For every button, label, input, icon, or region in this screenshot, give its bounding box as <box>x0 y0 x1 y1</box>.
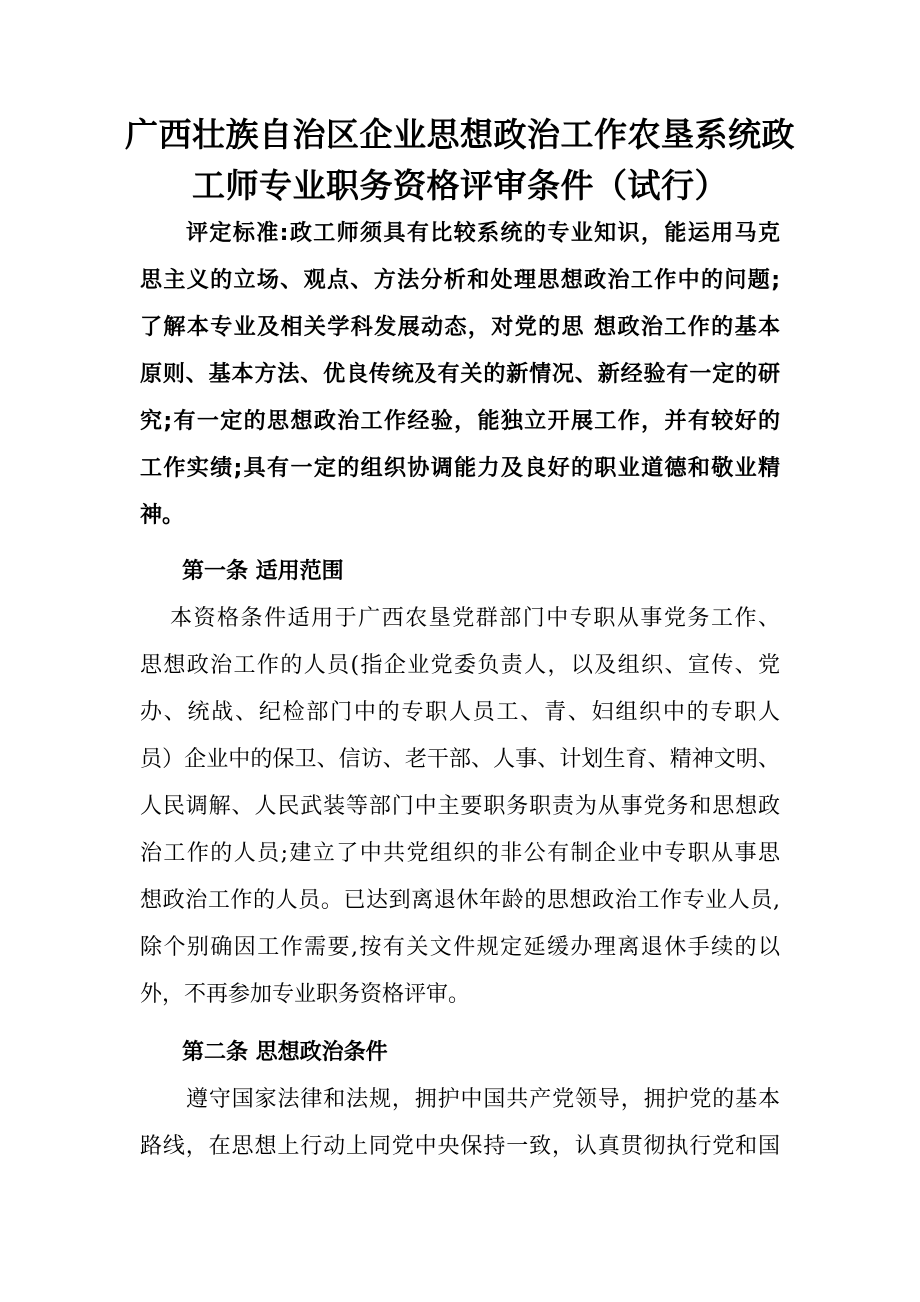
article-1-heading: 第一条 适用范围 <box>182 559 344 584</box>
intro-line: 究;有一定的思想政治工作经验，能独立开展工作，并有较好的 <box>140 409 780 434</box>
article-1-line: 人民调解、人民武装等部门中主要职务职责为从事党务和思想政 <box>140 794 780 819</box>
article-1-line: 员）企业中的保卫、信访、老干部、人事、计划生育、精神文明、 <box>140 747 780 772</box>
article-1-line: 治工作的人员;建立了中共党组织的非公有制企业中专职从事思 <box>140 841 780 866</box>
article-1-line: 除个别确因工作需要,按有关文件规定延缓办理离退休手续的以 <box>140 935 780 960</box>
article-1-line: 办、统战、纪检部门中的专职人员工、青、妇组织中的专职人 <box>140 700 780 725</box>
document-title-line-2: 工师专业职务资格评审条件（试行） <box>192 166 728 205</box>
article-1-line: 外，不再参加专业职务资格评审。 <box>140 982 471 1007</box>
intro-line: 评定标准:政工师须具有比较系统的专业知识，能运用马克 <box>186 221 780 246</box>
intro-line: 工作实绩;具有一定的组织协调能力及良好的职业道德和敬业精 <box>140 456 780 481</box>
intro-line: 神。 <box>140 503 185 528</box>
document-title-line-1: 广西壮族自治区企业思想政治工作农垦系统政 <box>125 115 795 154</box>
article-2-line: 路线，在思想上行动上同党中央保持一致，认真贯彻执行党和国 <box>140 1134 780 1159</box>
intro-line: 思主义的立场、观点、方法分析和处理思想政治工作中的问题; <box>140 268 780 293</box>
article-1-line: 本资格条件适用于广西农垦党群部门中专职从事党务工作、 <box>170 606 780 631</box>
article-2-line: 遵守国家法律和法规，拥护中国共产党领导，拥护党的基本 <box>186 1087 780 1112</box>
article-1-line: 思想政治工作的人员(指企业党委负责人，以及组织、宣传、党 <box>140 653 780 678</box>
article-2-heading: 第二条 思想政治条件 <box>182 1040 388 1065</box>
intro-line: 了解本专业及相关学科发展动态，对党的思 想政治工作的基本 <box>140 315 780 340</box>
article-1-line: 想政治工作的人员。已达到离退休年龄的思想政治工作专业人员, <box>140 888 780 913</box>
intro-line: 原则、基本方法、优良传统及有关的新情况、新经验有一定的研 <box>140 362 780 387</box>
